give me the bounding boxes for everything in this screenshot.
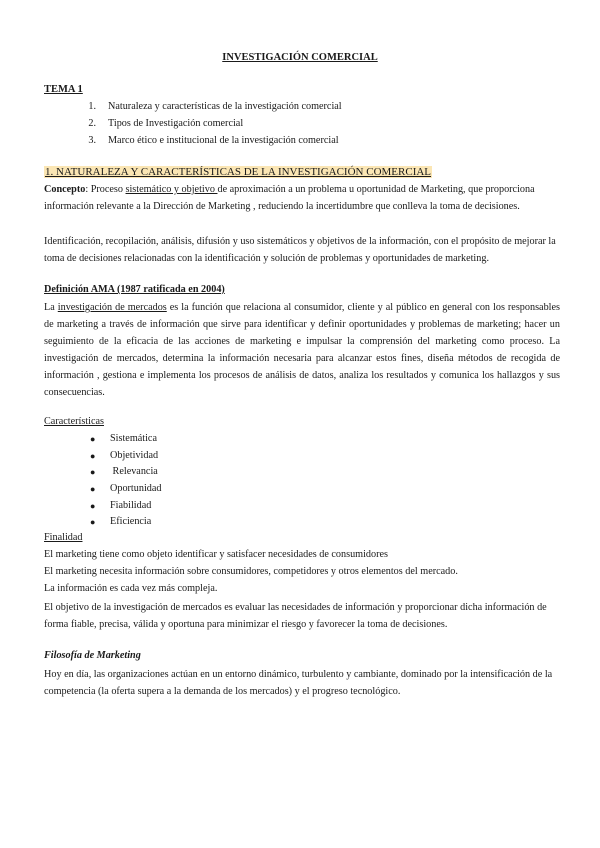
- identificacion-paragraph: Identificación, recopilación, análisis, difusión y uso sistemáticos y objetivos de la información, con el propósito de mejorar la toma de decisiones relacionadas con la identificación y solución de problemas y oportunidades de marketing.: [44, 236, 556, 264]
- index-item: Marco ético e institucional de la investigación comercial: [108, 135, 339, 146]
- finalidad-line: La información es cada vez más compleja.: [44, 583, 218, 594]
- concepto-colon: :: [85, 184, 89, 195]
- list-item: Objetividad: [110, 450, 159, 461]
- bullet-icon: ●: [90, 434, 96, 444]
- list-item: Oportunidad: [110, 483, 162, 494]
- index-item: Tipos de Investigación comercial: [108, 118, 244, 129]
- objetivo-paragraph: El objetivo de la investigación de mercados es evaluar las necesidades de información y proporcionar dicha información de forma fiable, precisa, válida y oportuna para minimizar el riesgo y favorecer la toma de decisiones.: [44, 602, 547, 630]
- list-item: Sistemática: [110, 433, 157, 444]
- concepto-text: de aproximación a un problema u oportunidad de Marketing, que proporciona información relevante a la Dirección de Marketing , reduciendo la incertidumbre que conlleva la toma de decisiones.: [44, 184, 535, 212]
- index-item: Naturaleza y características de la investigación comercial: [108, 101, 342, 112]
- list-item: Eficiencia: [110, 516, 152, 527]
- concepto-label: Concepto: [44, 184, 86, 195]
- definicion-underlined: investigación de mercados: [57, 302, 167, 313]
- filosofia-paragraph: Hoy en día, las organizaciones actúan en un entorno dinámico, turbulento y cambiante, dominado por la intensificación de la competencia (la oferta supera a la demanda de los mercados) y el progreso tecnológico.: [44, 669, 553, 697]
- bullet-icon: ●: [90, 517, 96, 527]
- list-item: Fiabilidad: [110, 500, 152, 511]
- concepto-paragraph: [44, 181, 560, 215]
- definicion-pre: La: [44, 302, 58, 313]
- index-number: 1.: [88, 101, 96, 112]
- definicion-paragraph: [44, 299, 560, 401]
- bullet-icon: ●: [90, 484, 96, 494]
- section-heading: [44, 166, 432, 178]
- bullet-icon: ●: [90, 501, 96, 511]
- concepto-underlined: sistemático y objetivo: [125, 184, 218, 195]
- finalidad-heading: Finalidad: [44, 532, 83, 543]
- finalidad-line: El marketing tiene como objeto identificar y satisfacer necesidades de consumidores: [44, 549, 388, 560]
- index-number: 3.: [88, 135, 96, 146]
- bullet-icon: ●: [90, 467, 96, 477]
- caracteristicas-heading: Características: [44, 416, 104, 427]
- document-title: INVESTIGACIÓN COMERCIAL: [222, 52, 378, 63]
- list-item: Relevancia: [110, 466, 158, 477]
- highlighted-heading-text: 1. NATURALEZA Y CARACTERÍSTICAS DE LA INVESTIGACIÓN COMERCIAL: [45, 166, 432, 178]
- concepto-pre: Proceso: [88, 184, 126, 195]
- finalidad-line: El marketing necesita información sobre consumidores, competidores y otros elementos del mercado.: [44, 566, 458, 577]
- index-number: 2.: [88, 118, 96, 129]
- bullet-icon: ●: [90, 451, 96, 461]
- definicion-text: es la función que relaciona al consumidor, cliente y al público en general con los responsables de marketing a través de información que sirve para identificar y definir oportunidades y problemas de marketing; hacer un seguimiento de la eficacia de las acciones de marketing e impulsar la comprensión del marketing como proceso. La investigación de mercados, determina la información necesaria para alcanzar estos fines, diseña métodos de recogida de información , gestiona e implementa los procesos de análisis de datos, analiza los resultados y comunica los hallazgos y sus consecuencias.: [44, 302, 560, 398]
- filosofia-heading: Filosofía de Marketing: [44, 650, 141, 661]
- definicion-heading: Definición AMA (1987 ratificada en 2004): [44, 284, 225, 295]
- tema-heading: TEMA 1: [44, 84, 83, 95]
